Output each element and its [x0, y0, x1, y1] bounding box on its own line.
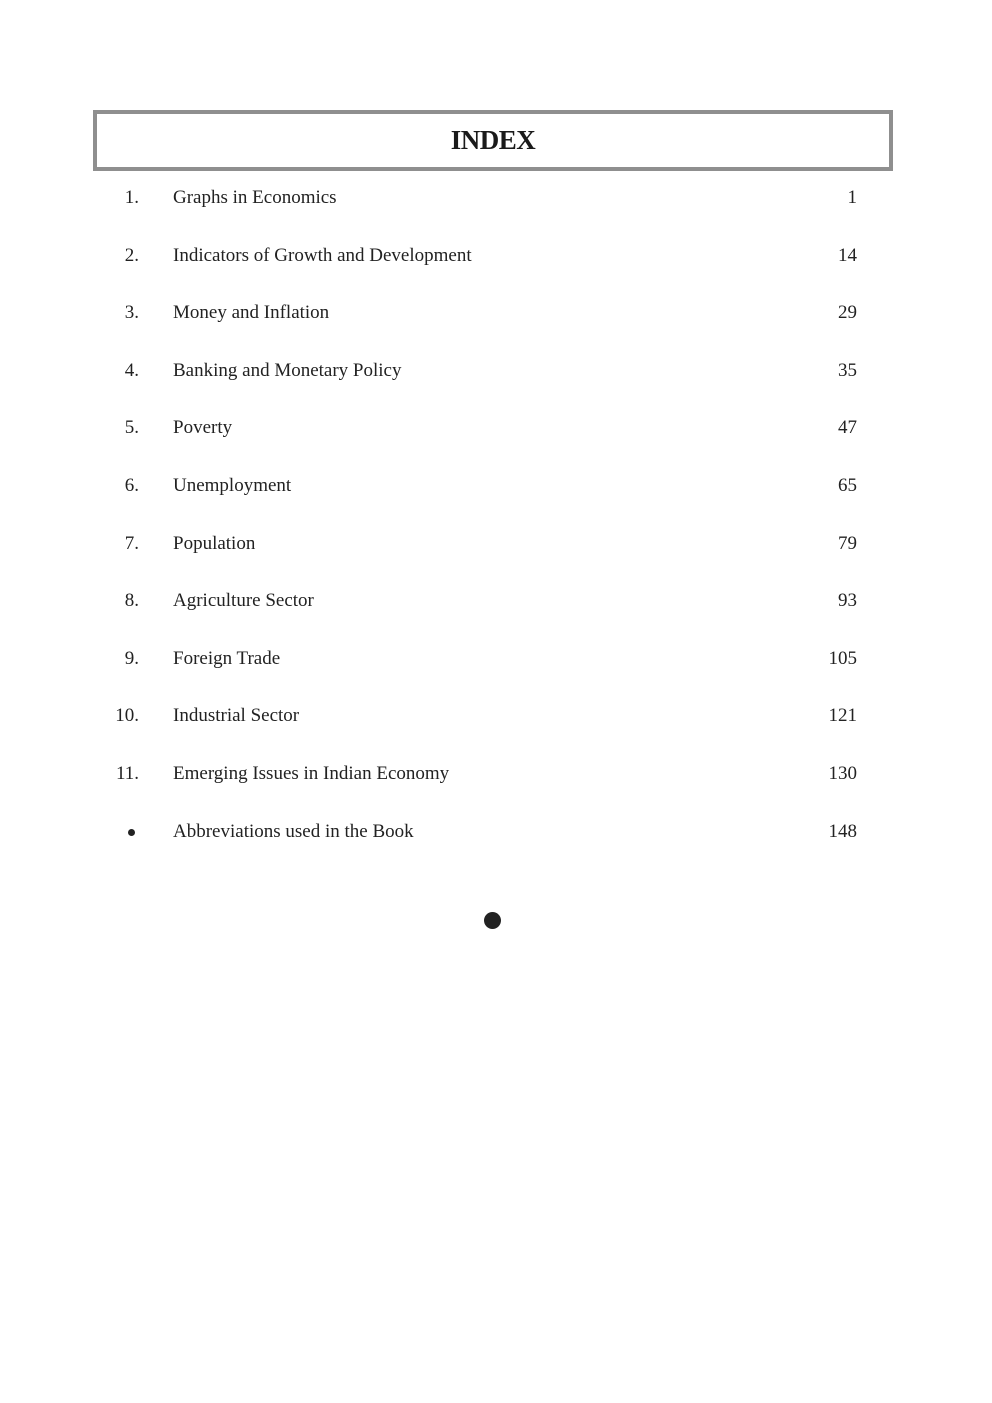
entry-number: 10. [115, 705, 139, 727]
entry-label: Graphs in Economics [173, 187, 337, 208]
entry-page: 47 [838, 417, 857, 439]
entry-label: Abbreviations used in the Book [173, 821, 414, 842]
entry-page: 93 [838, 590, 857, 612]
index-entry-abbreviations[interactable] [0, 820, 992, 844]
entry-number: 2. [124, 244, 139, 266]
entry-page: 121 [828, 705, 857, 727]
entry-label: Agriculture Sector [173, 590, 314, 612]
entry-number: 8. [124, 590, 139, 612]
entry-number: 5. [124, 417, 139, 439]
entry-label: Foreign Trade [173, 647, 281, 669]
page-title: INDEX [450, 125, 536, 155]
entry-page: 65 [838, 475, 857, 496]
entry-label: Population [173, 532, 256, 554]
index-entry[interactable] [0, 301, 992, 325]
entry-number: 7. [124, 532, 139, 554]
entry-label: Poverty [173, 417, 233, 439]
entry-label: Industrial Sector [173, 705, 300, 727]
index-entry[interactable] [0, 244, 992, 268]
entry-label: Banking and Monetary Policy [173, 359, 402, 381]
entry-label: Money and Inflation [173, 302, 330, 324]
entry-number: 4. [124, 359, 139, 381]
index-entry[interactable] [0, 647, 992, 671]
entry-number: 6. [124, 475, 139, 496]
entry-number: 1. [124, 187, 139, 208]
index-title-box [93, 110, 893, 171]
entry-page: 148 [828, 821, 857, 842]
entry-number: 3. [124, 302, 139, 324]
index-entry[interactable] [0, 532, 992, 556]
end-dot-icon [484, 912, 501, 929]
entry-page: 105 [828, 647, 857, 669]
index-entry[interactable] [0, 359, 992, 383]
entry-label: Emerging Issues in Indian Economy [173, 763, 450, 784]
index-entry[interactable] [0, 704, 992, 728]
entry-page: 1 [847, 187, 857, 208]
entry-page: 29 [838, 302, 857, 324]
index-entry[interactable] [0, 186, 992, 210]
bullet-icon [128, 829, 135, 836]
entry-number: 9. [124, 647, 139, 669]
entry-number: 11. [115, 763, 139, 784]
index-entry[interactable] [0, 762, 992, 786]
entry-page: 79 [838, 532, 857, 554]
index-entry[interactable] [0, 416, 992, 440]
index-entry[interactable] [0, 474, 992, 498]
entry-label: Indicators of Growth and Development [173, 244, 472, 266]
entry-page: 130 [828, 763, 857, 784]
entry-page: 35 [838, 359, 857, 381]
entry-page: 14 [838, 244, 857, 266]
entry-label: Unemployment [173, 475, 292, 496]
index-entry[interactable] [0, 589, 992, 613]
